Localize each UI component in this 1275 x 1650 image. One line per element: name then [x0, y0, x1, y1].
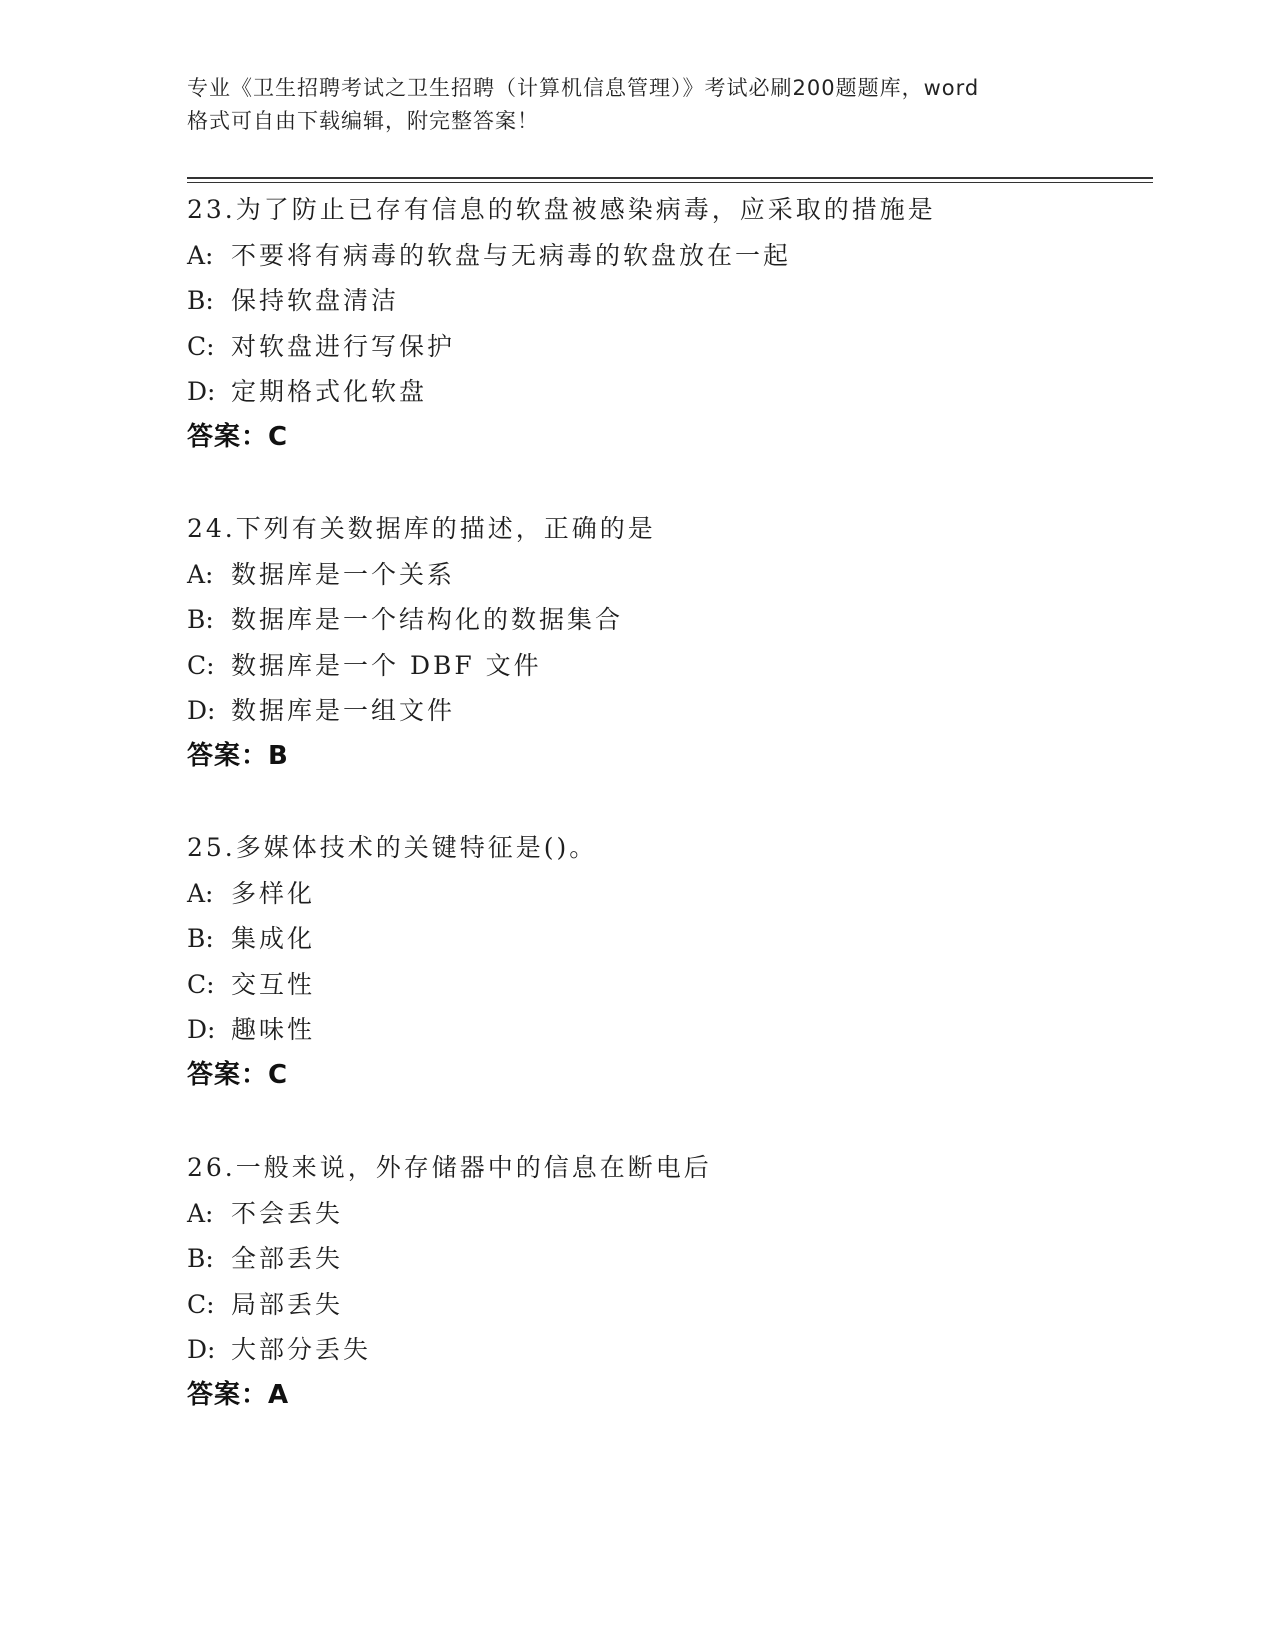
option-key: B: [187, 924, 214, 953]
option-b [187, 278, 1167, 324]
option-d [187, 1007, 1167, 1053]
option-key: C: [187, 1289, 215, 1319]
option-key: D: [187, 1015, 216, 1044]
option-d [187, 1327, 1167, 1373]
answer-line: 答案：A [187, 1379, 290, 1410]
option-text: 集成化 [231, 924, 316, 953]
option-key: C: [187, 331, 215, 361]
option-text: 数据库是一组文件 [231, 696, 456, 725]
question-block [187, 187, 1167, 460]
option-text: 数据库是一个 DBF 文件 [231, 650, 542, 680]
option-key: A: [187, 240, 214, 270]
answer-line: 答案：C [187, 421, 289, 452]
option-key: C: [187, 969, 215, 999]
option-text: 大部分丢失 [231, 1335, 372, 1364]
option-a [187, 871, 1167, 917]
option-text: 局部丢失 [231, 1289, 344, 1319]
option-text: 不会丢失 [231, 1198, 344, 1228]
question-stem: 24.下列有关数据库的描述，正确的是 [187, 514, 656, 543]
option-b [187, 597, 1167, 643]
question-stem: 26.一般来说，外存储器中的信息在断电后 [187, 1153, 712, 1182]
question-stem: 25.多媒体技术的关键特征是()。 [187, 833, 598, 862]
option-text: 对软盘进行写保护 [231, 331, 456, 361]
option-text: 全部丢失 [231, 1244, 344, 1273]
answer-line: 答案：C [187, 1059, 289, 1090]
option-text: 交互性 [231, 969, 316, 999]
option-key: D: [187, 377, 216, 406]
header-rule-thick [187, 177, 1153, 179]
option-key: A: [187, 559, 214, 589]
option-key: A: [187, 878, 214, 908]
question-stem: 23.为了防止已存有信息的软盘被感染病毒，应采取的措施是 [187, 195, 936, 224]
option-b [187, 1236, 1167, 1282]
option-c [187, 962, 1167, 1008]
option-c [187, 643, 1167, 689]
option-key: A: [187, 1198, 214, 1228]
option-key: C: [187, 650, 215, 680]
header-line-1: 专业《卫生招聘考试之卫生招聘（计算机信息管理）》考试必刷200题题库，word [187, 76, 980, 100]
option-a [187, 1191, 1167, 1237]
option-text: 数据库是一个关系 [231, 559, 456, 589]
option-text: 不要将有病毒的软盘与无病毒的软盘放在一起 [231, 240, 792, 270]
option-text: 趣味性 [231, 1015, 316, 1044]
option-c [187, 324, 1167, 370]
option-text: 定期格式化软盘 [231, 377, 428, 406]
option-key: D: [187, 1335, 216, 1364]
question-block [187, 1145, 1167, 1418]
option-d [187, 688, 1167, 734]
question-block [187, 825, 1167, 1098]
answer-line: 答案：B [187, 740, 289, 771]
document-header [187, 72, 1087, 138]
option-b [187, 916, 1167, 962]
option-a [187, 233, 1167, 279]
option-key: D: [187, 696, 216, 725]
option-d [187, 369, 1167, 415]
option-text: 数据库是一个结构化的数据集合 [231, 605, 624, 634]
option-a [187, 552, 1167, 598]
option-key: B: [187, 605, 214, 634]
option-c [187, 1282, 1167, 1328]
option-text: 多样化 [231, 878, 316, 908]
question-block [187, 506, 1167, 779]
header-rule-thin [187, 182, 1153, 183]
header-line-2: 格式可自由下载编辑，附完整答案！ [187, 109, 539, 133]
option-key: B: [187, 1244, 214, 1273]
option-text: 保持软盘清洁 [231, 286, 400, 315]
option-key: B: [187, 286, 214, 315]
